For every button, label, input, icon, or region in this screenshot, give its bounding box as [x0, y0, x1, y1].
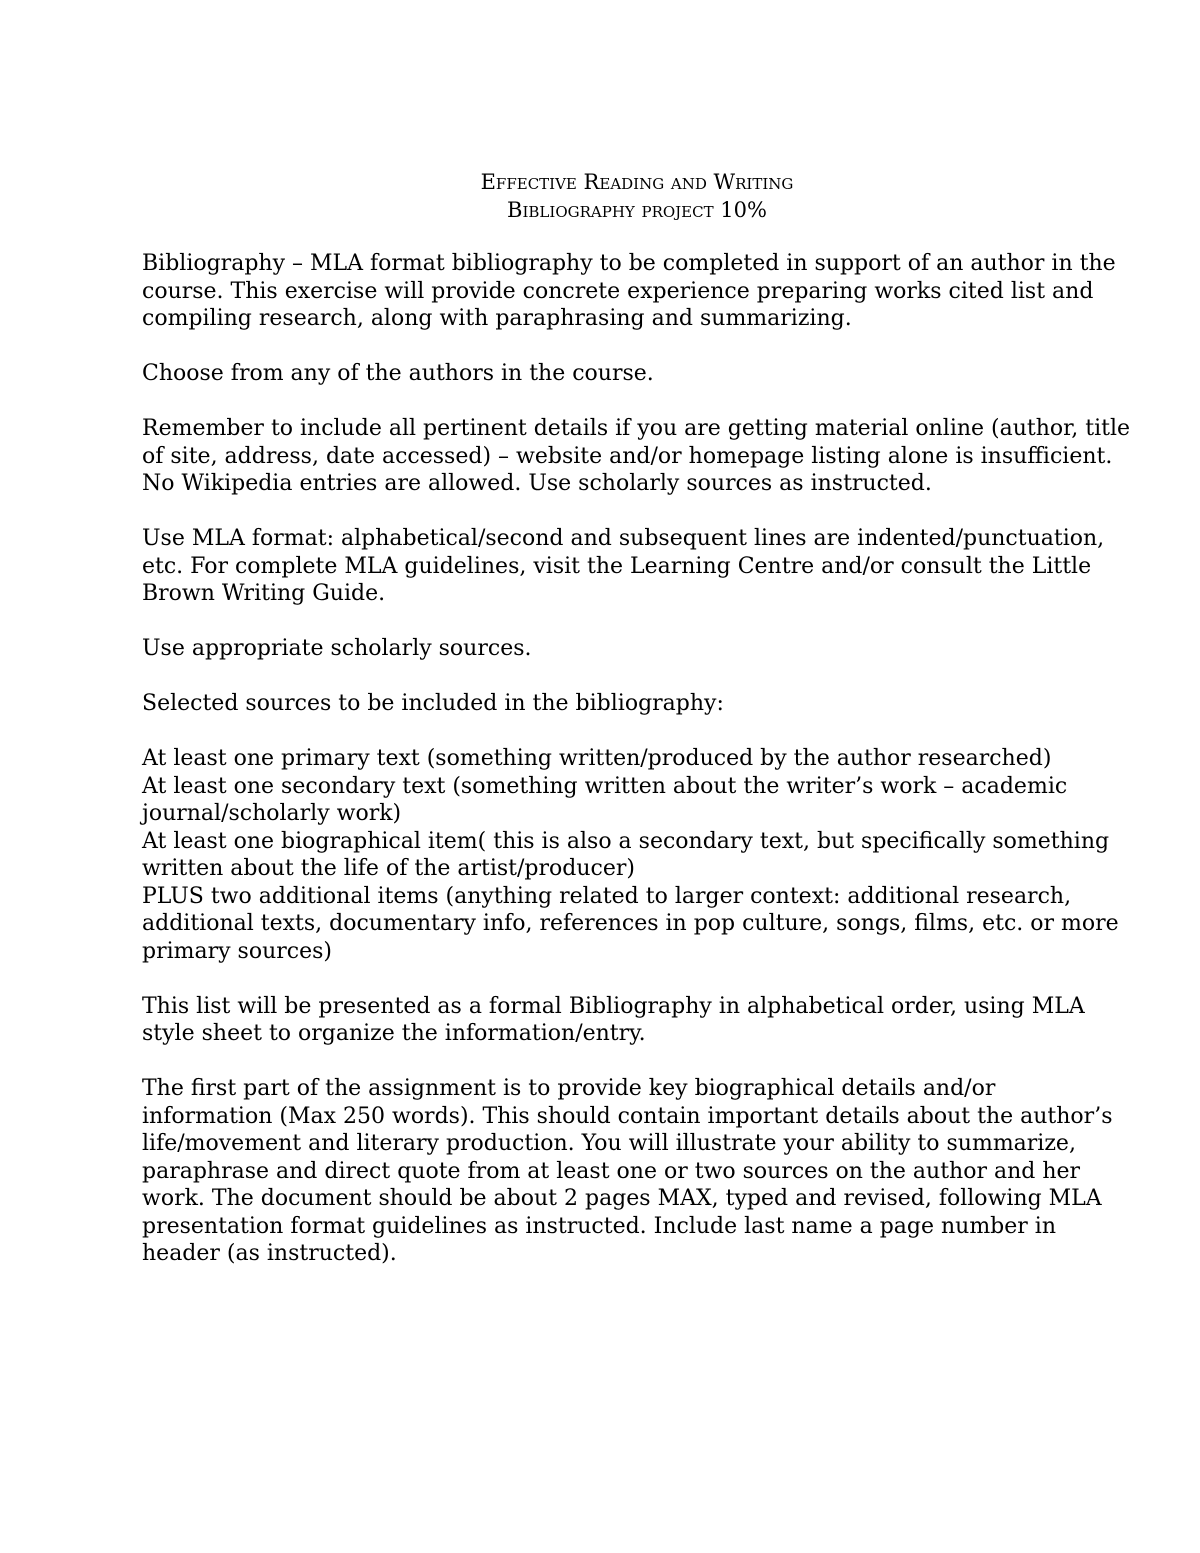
requirement-secondary: At least one secondary text (something written about the writer’s work – academic journal/scholarly work)	[142, 773, 1068, 826]
paragraph-gap	[142, 1048, 1132, 1076]
requirement-primary: At least one primary text (something written/produced by the author researched)	[142, 746, 1052, 771]
document-page	[142, 168, 1132, 1268]
paragraph-gap	[142, 663, 1132, 691]
appropriate-sources-paragraph: Use appropriate scholarly sources.	[142, 636, 532, 661]
document-subtitle: Bibliography project 10%	[507, 198, 767, 222]
paragraph-gap	[142, 718, 1132, 746]
requirement-biographical: At least one biographical item( this is also a secondary text, but specifically something written about the life of the artist/producer)	[142, 828, 1110, 881]
paragraph-gap	[142, 498, 1132, 526]
paragraph-gap	[142, 333, 1132, 361]
paragraph-gap	[142, 965, 1132, 993]
first-part-paragraph: The first part of the assignment is to provide key biographical details and/or information (Max 250 words). This should contain important details about the author’s life/movement and literary production. You will illustrate your ability to summarize, paraphrase and direct quote from at least one or two sources on the author and her work. The document should be about 2 pages MAX, typed and revised, following MLA presentation format guidelines as instructed. Include last name a page number in header (as instructed).	[142, 1076, 1113, 1266]
paragraph-gap	[142, 608, 1132, 636]
mla-format-paragraph: Use MLA format: alphabetical/second and subsequent lines are indented/punctuation, etc. For complete MLA guidelines, visit the Learning Centre and/or consult the Little Brown Writing Guide.	[142, 526, 1105, 606]
selected-sources-heading: Selected sources to be included in the bibliography:	[142, 691, 724, 716]
no-wikipedia-paragraph: No Wikipedia entries are allowed. Use scholarly sources as instructed.	[142, 471, 932, 496]
title-block	[142, 168, 1132, 224]
intro-paragraph: Bibliography – MLA format bibliography to be completed in support of an author in the course. This exercise will provide concrete experience preparing works cited list and compiling research, along with paraphrasing and summarizing.	[142, 251, 1116, 331]
requirement-plus: PLUS two additional items (anything related to larger context: additional research, additional texts, documentary info, references in pop culture, songs, films, etc. or more primary sources)	[142, 883, 1119, 964]
remember-paragraph: Remember to include all pertinent details if you are getting material online (author, title of site, address, date accessed) – website and/or homepage listing alone is insufficient.	[142, 416, 1131, 469]
choose-paragraph: Choose from any of the authors in the course.	[142, 361, 654, 386]
formal-bibliography-paragraph: This list will be presented as a formal Bibliography in alphabetical order, using MLA style sheet to organize the information/entry.	[142, 993, 1085, 1046]
paragraph-gap	[142, 388, 1132, 416]
document-title: Effective Reading and Writing	[480, 170, 794, 194]
